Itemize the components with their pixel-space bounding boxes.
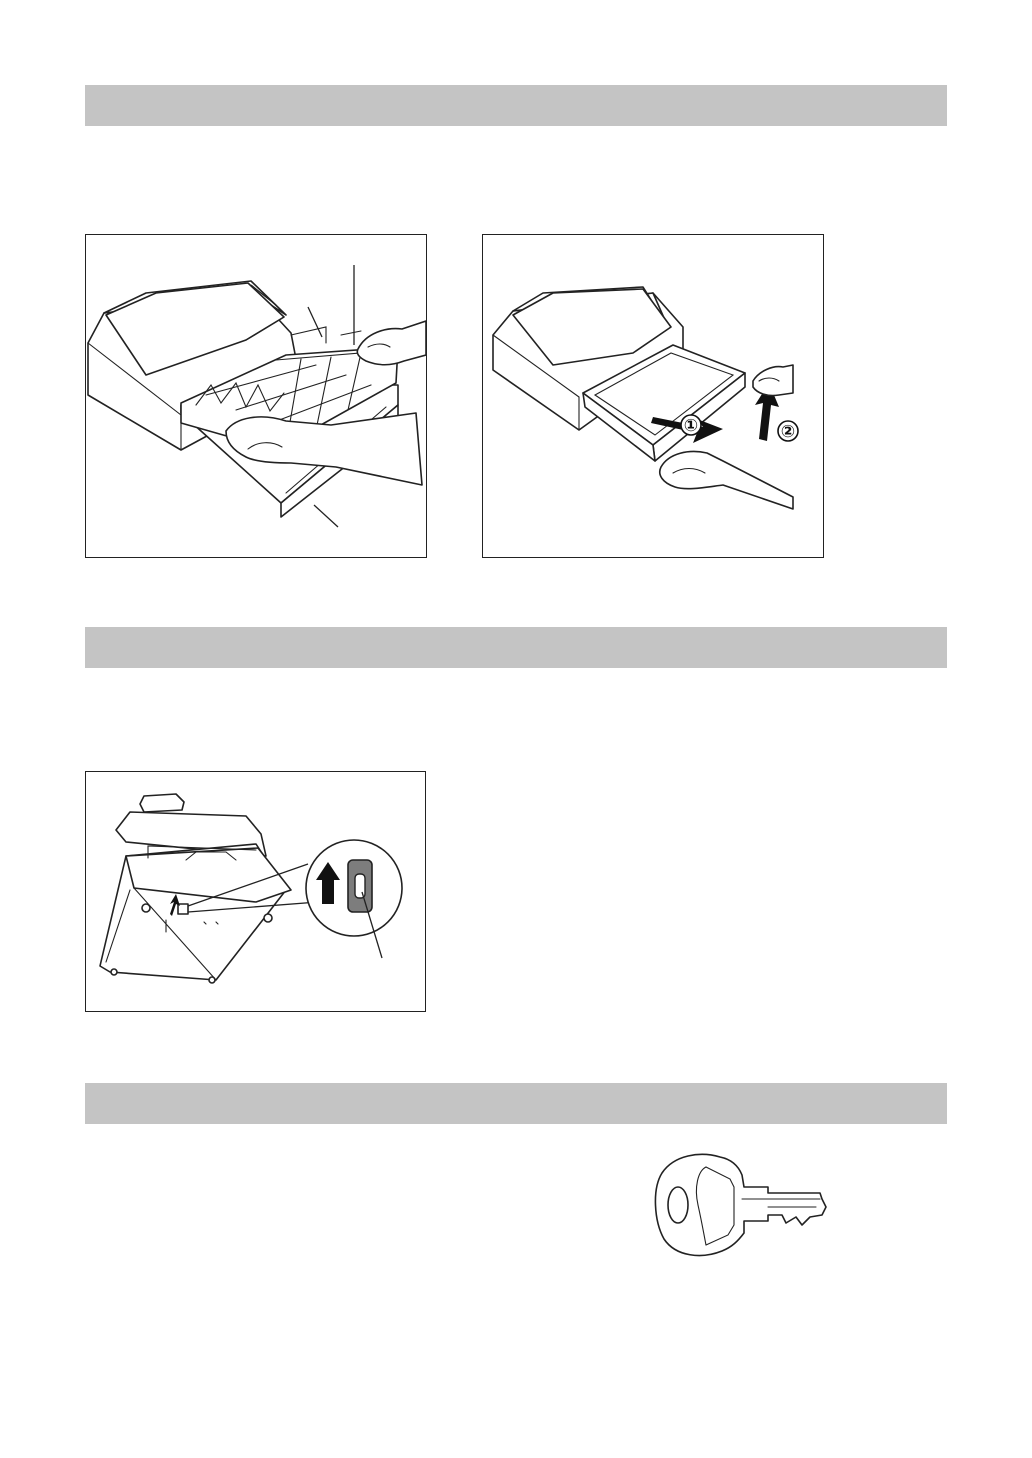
step-label-1: ①: [683, 416, 699, 436]
step-label-2: ②: [780, 422, 796, 442]
section-header-bar-1: [85, 85, 947, 126]
drawer-removal-illustration: [483, 235, 823, 557]
figure-drawer-lift: [85, 234, 427, 558]
till-lift-illustration: [86, 235, 426, 557]
figure-drawer-key: [650, 1147, 834, 1261]
figure-release-lever: [85, 771, 426, 1012]
section-header-bar-2: [85, 627, 947, 668]
section-header-bar-3: [85, 1083, 947, 1124]
figure-drawer-remove: [482, 234, 824, 558]
drawer-key-illustration: [650, 1147, 834, 1261]
drawer-release-lever-illustration: [86, 772, 425, 1011]
